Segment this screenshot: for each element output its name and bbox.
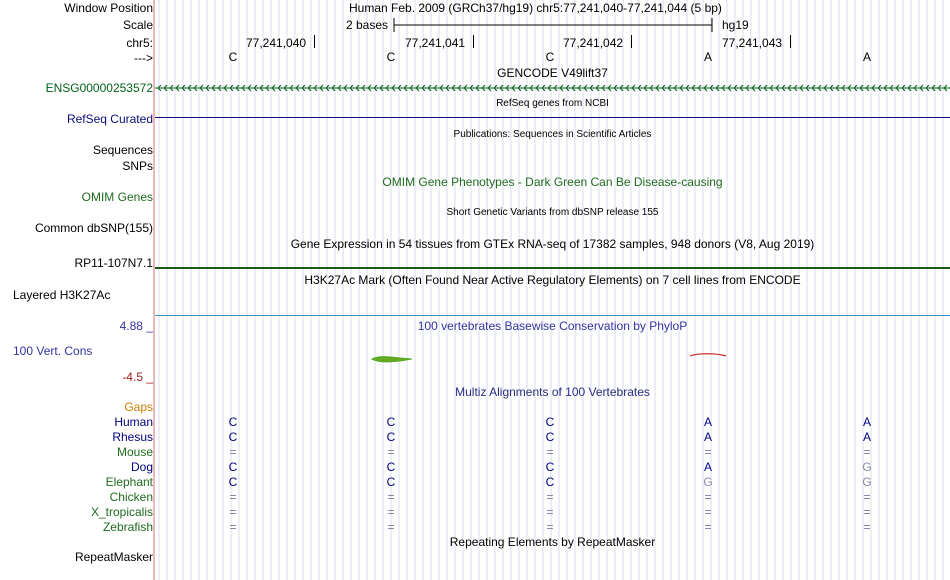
ruler-tick (790, 35, 791, 48)
gtex-track-title: Gene Expression in 54 tissues from GTEx RNA-seq of 17382 samples, 948 donors (V8, Aug 2019) (290, 237, 815, 251)
alignment-base: = (546, 445, 554, 459)
alignment-base: C (545, 460, 555, 474)
dbsnp-track-title: Short Genetic Variants from dbSNP release 155 (446, 207, 659, 218)
label-cons-max: 4.88 _ (119, 319, 153, 333)
gtex-gene-line[interactable] (155, 267, 950, 269)
reference-base: C (545, 50, 555, 64)
h3k27ac-signal[interactable] (155, 315, 950, 316)
alignment-base: = (546, 490, 554, 504)
ruler-position-label: 77,241,043 (722, 36, 783, 50)
omim-track-title: OMIM Gene Phenotypes - Dark Green Can Be Disease-causing (382, 175, 723, 189)
label-chrom: chr5: (126, 36, 153, 50)
alignment-base: A (862, 415, 871, 429)
alignment-base: = (704, 520, 712, 534)
assembly-position-text: Human Feb. 2009 (GRCh37/hg19) chr5:77,241,040-77,241,044 (5 bp) (349, 1, 722, 15)
label-window-position: Window Position (64, 1, 153, 15)
label-scale: Scale (122, 18, 153, 32)
alignment-base: C (386, 415, 396, 429)
alignment-base: = (863, 490, 871, 504)
reference-base: A (862, 50, 871, 64)
ruler-tick (473, 35, 474, 48)
h3k27ac-track-title: H3K27Ac Mark (Often Found Near Active Regulatory Elements) on 7 cell lines from ENCODE (304, 273, 801, 287)
alignment-base: C (228, 415, 238, 429)
repeatmasker-track-title: Repeating Elements by RepeatMasker (449, 535, 656, 549)
multiz-track-title: Multiz Alignments of 100 Vertebrates (455, 385, 650, 399)
ruler-position-label: 77,241,040 (246, 36, 307, 50)
reference-base: C (386, 50, 396, 64)
alignment-base: = (863, 520, 871, 534)
alignment-base: = (229, 520, 237, 534)
label-vert-cons[interactable]: 100 Vert. Cons (13, 344, 93, 358)
species-label-zebrafish[interactable]: Zebrafish (102, 520, 153, 534)
label-gaps[interactable]: Gaps (124, 400, 153, 414)
alignment-base: = (704, 505, 712, 519)
alignment-base: G (703, 475, 713, 489)
refseq-gene-line[interactable] (155, 117, 950, 118)
label-strand: ---> (134, 51, 153, 65)
publications-track-title: Publications: Sequences in Scientific Articles (453, 129, 652, 140)
reference-base: C (228, 50, 238, 64)
gencode-track-title: GENCODE V49lift37 (497, 66, 608, 80)
label-sequences[interactable]: Sequences (92, 143, 153, 157)
scale-bar (390, 18, 720, 32)
phylop-negative-signal (688, 352, 728, 360)
label-snps[interactable]: SNPs (122, 159, 153, 173)
species-label-elephant[interactable]: Elephant (105, 475, 153, 489)
scale-bar-label: 2 bases (346, 18, 389, 32)
alignment-base: = (387, 520, 395, 534)
species-label-mouse[interactable]: Mouse (116, 445, 153, 459)
species-label-dog[interactable]: Dog (130, 460, 153, 474)
alignment-base: = (863, 445, 871, 459)
alignment-base: C (545, 415, 555, 429)
alignment-base: = (546, 505, 554, 519)
label-layered-h3k27ac[interactable]: Layered H3K27Ac (13, 288, 111, 302)
alignment-base: A (862, 430, 871, 444)
ruler-position-label: 77,241,042 (563, 36, 624, 50)
phylop-positive-signal (370, 354, 414, 364)
alignment-base: A (703, 460, 712, 474)
alignment-base: = (704, 490, 712, 504)
species-label-human[interactable]: Human (114, 415, 153, 429)
label-rp11[interactable]: RP11-107N7.1 (74, 256, 153, 270)
phylop-track-title: 100 vertebrates Basewise Conservation by PhyloP (417, 319, 688, 333)
alignment-base: C (545, 430, 555, 444)
alignment-base: C (386, 430, 396, 444)
alignment-base: C (386, 475, 396, 489)
ruler-tick (314, 35, 315, 48)
alignment-base: A (703, 430, 712, 444)
alignment-base: = (704, 445, 712, 459)
alignment-base: = (229, 445, 237, 459)
alignment-base: C (228, 475, 238, 489)
label-cons-min: -4.5 _ (122, 370, 153, 384)
label-refseq[interactable]: RefSeq Curated (66, 112, 153, 126)
alignment-base: = (229, 490, 237, 504)
species-label-rhesus[interactable]: Rhesus (112, 430, 153, 444)
label-repeatmasker[interactable]: RepeatMasker (74, 550, 153, 564)
alignment-base: C (228, 460, 238, 474)
alignment-base: = (229, 505, 237, 519)
label-omim[interactable]: OMIM Genes (81, 190, 153, 204)
gencode-gene-track[interactable] (155, 81, 950, 95)
alignment-base: A (703, 415, 712, 429)
scale-assembly-label: hg19 (722, 18, 749, 32)
alignment-base: G (862, 475, 872, 489)
species-label-chicken[interactable]: Chicken (109, 490, 153, 504)
alignment-base: = (546, 520, 554, 534)
alignment-base: C (545, 475, 555, 489)
alignment-base: C (228, 430, 238, 444)
alignment-base: = (387, 445, 395, 459)
alignment-base: = (387, 490, 395, 504)
alignment-base: G (862, 460, 872, 474)
ruler-tick (631, 35, 632, 48)
label-ensg[interactable]: ENSG00000253572 (45, 81, 153, 95)
alignment-base: = (387, 505, 395, 519)
alignment-base: = (863, 505, 871, 519)
refseq-track-title: RefSeq genes from NCBI (496, 98, 609, 109)
alignment-base: C (386, 460, 396, 474)
species-label-x_tropicalis[interactable]: X_tropicalis (90, 505, 153, 519)
reference-base: A (703, 50, 712, 64)
label-common-dbsnp[interactable]: Common dbSNP(155) (34, 221, 153, 235)
ruler-position-label: 77,241,041 (405, 36, 466, 50)
